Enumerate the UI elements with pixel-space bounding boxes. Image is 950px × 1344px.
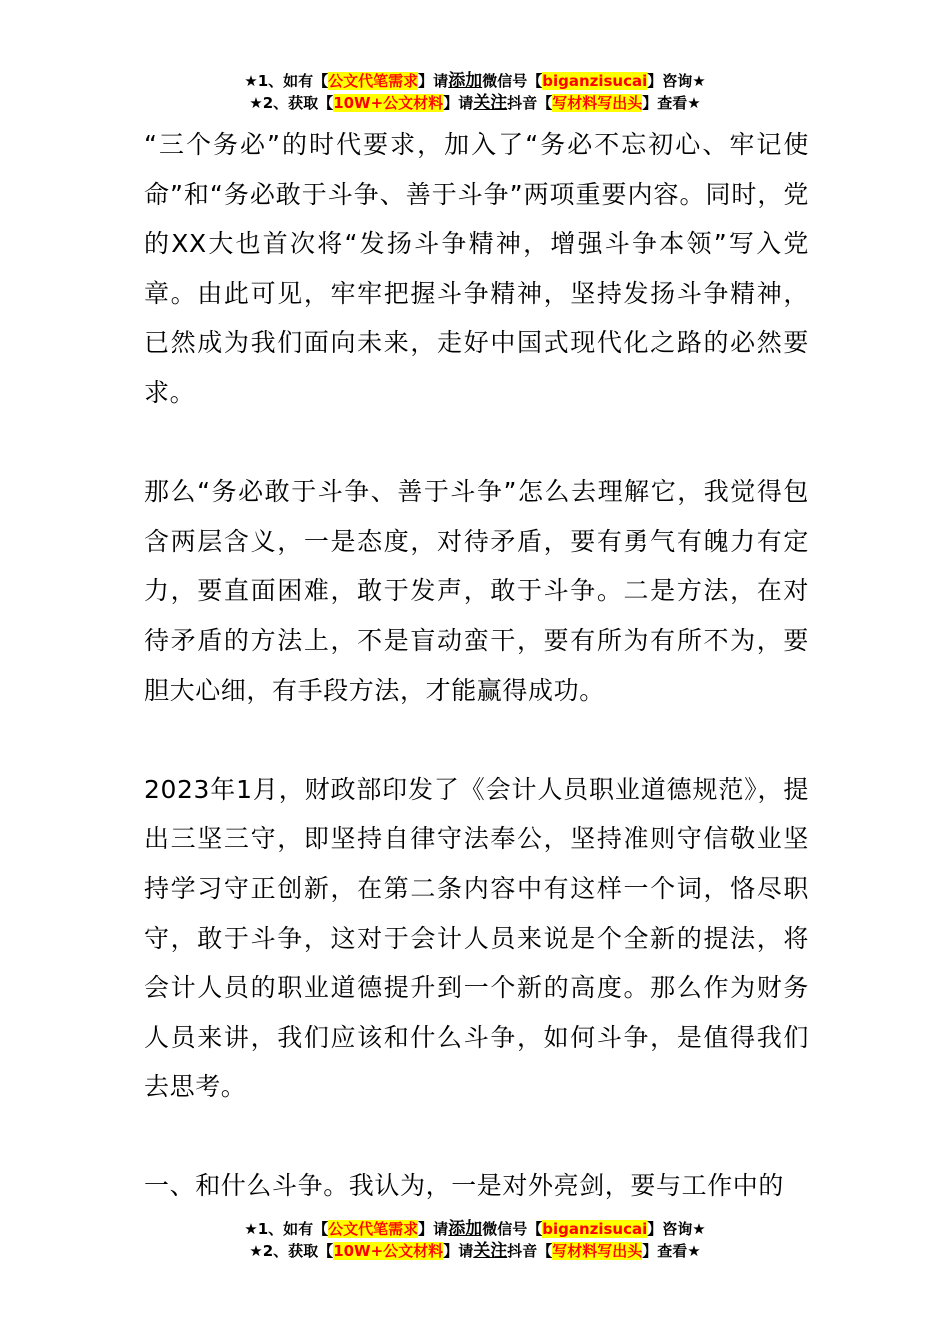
- emphasis-follow: 关注: [473, 93, 508, 113]
- star-icon: ★: [244, 1220, 258, 1238]
- highlight-service: 公文代笔需求: [328, 72, 419, 90]
- highlight-materials: 10W+公文材料: [333, 1242, 444, 1260]
- emphasis-follow: 关注: [473, 1241, 508, 1261]
- star-icon: ★: [249, 1242, 263, 1260]
- paragraph: 2023年1月，财政部印发了《会计人员职业道德规范》，提出三坚三守，即坚持自律守法奉公，坚持准则守信敬业坚持学习守正创新，在第二条内容中有这样一个词，恪尽职守，敢于斗争，这对于会计人员来说是个全新的提法，将会计人员的职业道德提升到一个新的高度。那么作为财务人员来讲，我们应该和什么斗争，如何斗争，是值得我们去思考。: [144, 774, 809, 1102]
- star-icon: ★: [244, 72, 258, 90]
- highlight-service: 公文代笔需求: [328, 1220, 419, 1238]
- emphasis-add: 添加: [448, 71, 483, 91]
- highlight-douyin: 写材料写出头: [552, 94, 643, 112]
- highlight-materials: 10W+公文材料: [333, 94, 444, 112]
- footer-banner: [0, 1218, 950, 1262]
- highlight-douyin: 写材料写出头: [552, 1242, 643, 1260]
- paragraph: 一、和什么斗争。我认为，一是对外亮剑，要与工作中的: [144, 1171, 785, 1201]
- emphasis-add: 添加: [448, 1219, 483, 1239]
- banner-line-1: ★1、如有【公文代笔需求】请添加微信号【biganzisucai】咨询★: [244, 71, 706, 91]
- banner-line-2: ★2、获取【10W+公文材料】请关注抖音【写材料写出头】查看★: [249, 1241, 701, 1261]
- banner-line-2: ★2、获取【10W+公文材料】请关注抖音【写材料写出头】查看★: [249, 93, 701, 113]
- star-icon: ★: [249, 94, 263, 112]
- header-banner: [0, 70, 950, 114]
- document-body: [144, 120, 809, 1211]
- highlight-wechat-id: biganzisucai: [542, 1220, 648, 1238]
- banner-line-1: ★1、如有【公文代笔需求】请添加微信号【biganzisucai】咨询★: [244, 1219, 706, 1239]
- highlight-wechat-id: biganzisucai: [542, 72, 648, 90]
- paragraph: “三个务必”的时代要求，加入了“务必不忘初心、牢记使命”和“务必敢于斗争、善于斗争”两项重要内容。同时，党的XX大也首次将“发扬斗争精神，增强斗争本领”写入党章。由此可见，牢牢把握斗争精神，坚持发扬斗争精神，已然成为我们面向未来，走好中国式现代化之路的必然要求。: [144, 130, 809, 407]
- paragraph: 那么“务必敢于斗争、善于斗争”怎么去理解它，我觉得包含两层含义，一是态度，对待矛盾，要有勇气有魄力有定力，要直面困难，敢于发声，敢于斗争。二是方法，在对待矛盾的方法上，不是盲动蛮干，要有所为有所不为，要胆大心细，有手段方法，才能赢得成功。: [144, 477, 809, 705]
